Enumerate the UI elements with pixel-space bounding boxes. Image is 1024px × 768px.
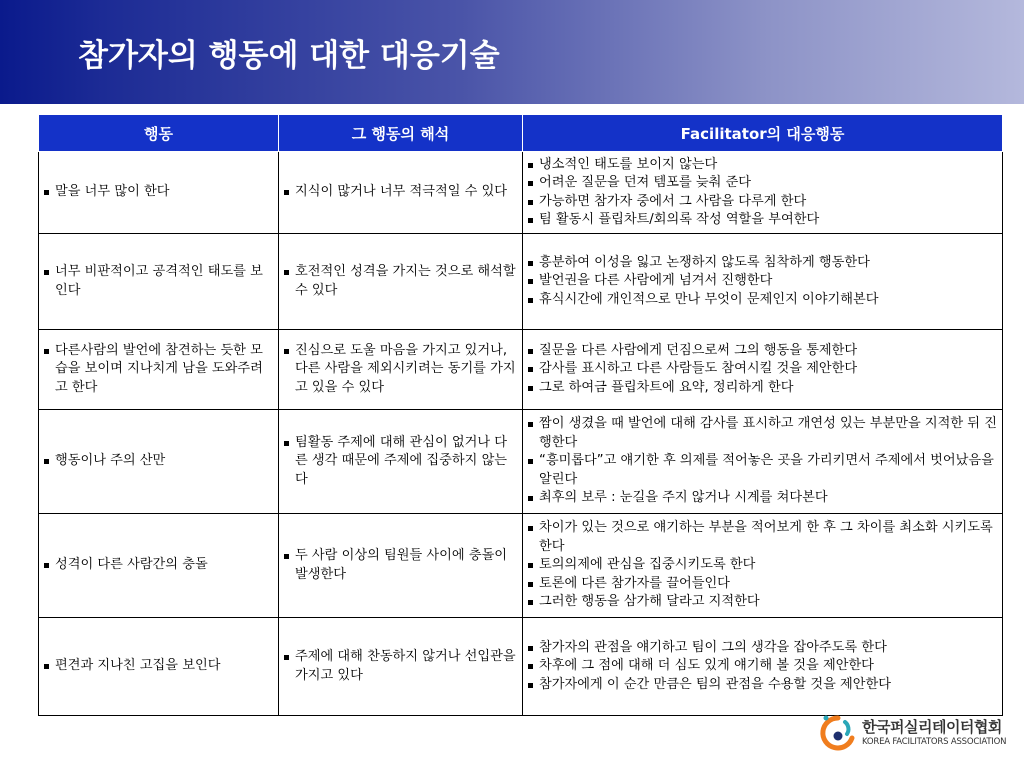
response-item: 토론에 다른 참가자를 끌어들인다: [527, 575, 998, 594]
behavior-cell: [39, 152, 279, 234]
slide-title: 참가자의 행동에 대한 대응기술: [78, 38, 500, 74]
interpretation-text: 팀활동 주제에 대해 관심이 없거나 다른 생각 때문에 주제에 집중하지 않는다: [283, 434, 518, 490]
response-cell: [523, 234, 1003, 330]
header-interpretation: 그 행동의 해석: [279, 115, 523, 152]
interpretation-text: 진심으로 도울 마음을 가지고 있거나,다른 사람을 제외시키려는 동기를 가지고 있을 수 있다: [283, 342, 518, 398]
behavior-cell: [39, 234, 279, 330]
response-item: 휴식시간에 개인적으로 만나 무엇이 문제인지 이야기해본다: [527, 291, 998, 310]
response-item: 흥분하여 이성을 잃고 논쟁하지 않도록 침착하게 행동한다: [527, 254, 998, 273]
behavior-text: 말을 너무 많이 한다: [43, 183, 274, 202]
behavior-text: 성격이 다른 사람간의 충돌: [43, 556, 274, 575]
response-item: 그러한 행동을 삼가해 달라고 지적한다: [527, 593, 998, 612]
response-item: 짬이 생겼을 때 발언에 대해 감사를 표시하고 개연성 있는 부분만을 지적한 뒤 진행한다: [527, 415, 998, 452]
association-logo: [818, 712, 1018, 760]
response-cell: [523, 618, 1003, 716]
response-item: 그로 하여금 플립차트에 요약, 정리하게 한다: [527, 379, 998, 398]
table-header-row: [39, 115, 1003, 152]
behavior-cell: [39, 330, 279, 410]
interpretation-cell: [279, 234, 523, 330]
interpretation-text: 호전적인 성격을 가지는 것으로 해석할 수 있다: [283, 263, 518, 300]
header-behavior: 행동: [39, 115, 279, 152]
interpretation-text: 지식이 많거나 너무 적극적일 수 있다: [283, 183, 518, 202]
response-item: 최후의 보루 : 눈길을 주지 않거나 시계를 쳐다본다: [527, 489, 998, 508]
behavior-cell: [39, 514, 279, 618]
header-facilitator-response: Facilitator의 대응행동: [523, 115, 1003, 152]
logo-korean-name: 한국퍼실리테이터협회: [862, 718, 1002, 736]
table-row: [39, 514, 1003, 618]
response-item: “흥미롭다”고 얘기한 후 의제를 적어놓은 곳을 가리키면서 주제에서 벗어났음을 알린다: [527, 452, 998, 489]
logo-english-name: KOREA FACILITATORS ASSOCIATION: [862, 737, 1007, 747]
response-item: 참가자의 관점을 얘기하고 팀이 그의 생각을 잡아주도록 한다: [527, 639, 998, 658]
response-item: 팀 활동시 플립차트/회의록 작성 역할을 부여한다: [527, 211, 998, 230]
response-item: 차후에 그 점에 대해 더 심도 있게 얘기해 볼 것을 제안한다: [527, 657, 998, 676]
response-item: 어려운 질문을 던져 템포를 늦춰 준다: [527, 174, 998, 193]
response-item: 차이가 있는 것으로 얘기하는 부분을 적어보게 한 후 그 차이를 최소화 시키도록 한다: [527, 519, 998, 556]
table-row: [39, 152, 1003, 234]
response-cell: [523, 330, 1003, 410]
response-item: 가능하면 참가자 중에서 그 사람을 다루게 한다: [527, 193, 998, 212]
interpretation-cell: [279, 410, 523, 514]
interpretation-text: 주제에 대해 찬동하지 않거나 선입관을 가지고 있다: [283, 648, 518, 685]
response-item: 냉소적인 태도를 보이지 않는다: [527, 156, 998, 175]
interpretation-cell: [279, 514, 523, 618]
response-item: 토의의제에 관심을 집중시키도록 한다: [527, 556, 998, 575]
response-item: 참가자에게 이 순간 만큼은 팀의 관점을 수용할 것을 제안한다: [527, 676, 998, 695]
behavior-text: 너무 비판적이고 공격적인 태도를 보인다: [43, 263, 274, 300]
behavior-cell: [39, 410, 279, 514]
title-bar: [0, 0, 1024, 104]
table-row: [39, 234, 1003, 330]
interpretation-cell: [279, 152, 523, 234]
response-cell: [523, 410, 1003, 514]
response-item: 발언권을 다른 사람에게 넘겨서 진행한다: [527, 272, 998, 291]
response-cell: [523, 514, 1003, 618]
table-row: [39, 330, 1003, 410]
response-cell: [523, 152, 1003, 234]
interpretation-text: 두 사람 이상의 팀원들 사이에 충돌이 발생한다: [283, 547, 518, 584]
behavior-text: 다른사람의 발언에 참견하는 듯한 모습을 보이며 지나치게 남을 도와주려고 한다: [43, 342, 274, 398]
logo-mark-icon: [818, 712, 858, 756]
behavior-text: 행동이나 주의 산만: [43, 452, 274, 471]
response-item: 감사를 표시하고 다른 사람들도 참여시킬 것을 제안한다: [527, 360, 998, 379]
behavior-cell: [39, 618, 279, 716]
table-row: [39, 618, 1003, 716]
table-row: [39, 410, 1003, 514]
response-item: 질문을 다른 사람에게 던짐으로써 그의 행동을 통제한다: [527, 342, 998, 361]
interpretation-cell: [279, 618, 523, 716]
behavior-text: 편견과 지나친 고집을 보인다: [43, 657, 274, 676]
interpretation-cell: [279, 330, 523, 410]
response-table: [38, 114, 1003, 716]
